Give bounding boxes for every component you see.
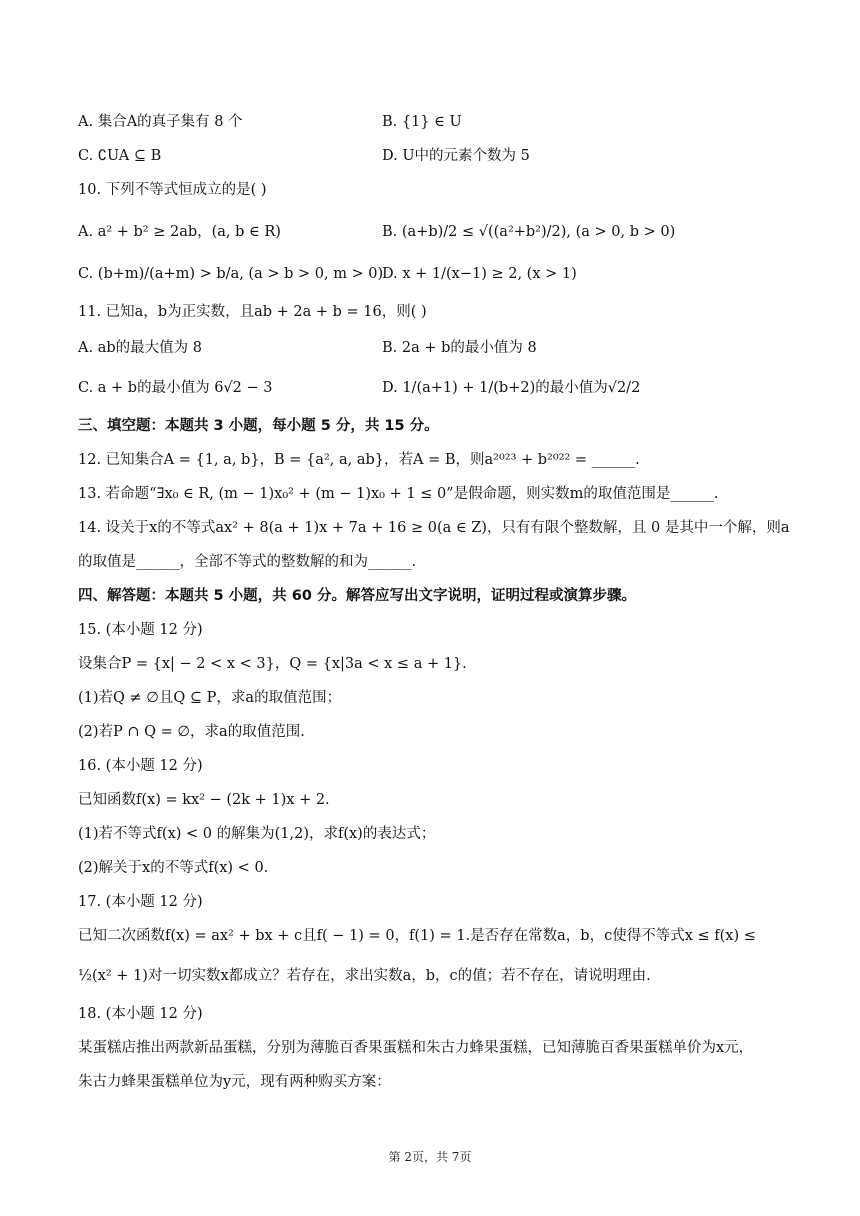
question-11: 11. 已知a，b为正实数，且ab + 2a + b = 16，则( ) [78, 304, 427, 320]
section-3-heading: 三、填空题：本题共 3 小题，每小题 5 分，共 15 分。 [78, 418, 439, 434]
question-15-stem: 设集合P = {x| − 2 < x < 3}，Q = {x|3a < x ≤ a + 1}. [78, 656, 467, 672]
option-11b: B. 2a + b的最小值为 8 [382, 340, 537, 356]
question-14: 14. 设关于x的不等式ax² + 8(a + 1)x + 7a + 16 ≥ 0(a ∈ Z)，只有有限个整数解，且 0 是其中一个解，则a [78, 520, 790, 536]
question-16-part2: (2)解关于x的不等式f(x) < 0. [78, 860, 269, 876]
option-11a: A. ab的最大值为 8 [78, 340, 202, 356]
option-9a: A. 集合A的真子集有 8 个 [78, 114, 243, 130]
question-16-stem: 已知函数f(x) = kx² − (2k + 1)x + 2. [78, 792, 330, 808]
question-17-stem-cont: ½(x² + 1)对一切实数x都成立？若存在，求出实数a，b，c的值；若不存在，请说明理由. [78, 968, 651, 984]
option-10d: D. x + 1/(x−1) ≥ 2, (x > 1) [382, 266, 577, 282]
question-15-part1: (1)若Q ≠ ∅且Q ⊆ P，求a的取值范围； [78, 690, 342, 706]
section-4-heading: 四、解答题：本题共 5 小题，共 60 分。解答应写出文字说明，证明过程或演算步骤。 [78, 588, 636, 604]
option-10b: B. (a+b)/2 ≤ √((a²+b²)/2), (a > 0, b > 0) [382, 224, 676, 240]
option-10c: C. (b+m)/(a+m) > b/a, (a > b > 0, m > 0) [78, 266, 384, 282]
option-9b: B. {1} ∈ U [382, 114, 462, 130]
question-16-header: 16. (本小题 12 分) [78, 758, 203, 774]
option-10a: A. a² + b² ≥ 2ab，(a, b ∈ R) [78, 224, 281, 240]
question-18-header: 18. (本小题 12 分) [78, 1006, 203, 1022]
question-15-part2: (2)若P ∩ Q = ∅，求a的取值范围. [78, 724, 305, 740]
question-17-header: 17. (本小题 12 分) [78, 894, 203, 910]
page-footer: 第 2页，共 7页 [388, 1150, 472, 1164]
question-10: 10. 下列不等式恒成立的是( ) [78, 182, 267, 198]
question-15-header: 15. (本小题 12 分) [78, 622, 203, 638]
question-14-cont: 的取值是______，全部不等式的整数解的和为______. [78, 554, 417, 570]
question-16-part1: (1)若不等式f(x) < 0 的解集为(1,2)，求f(x)的表达式； [78, 826, 436, 842]
option-11d: D. 1/(a+1) + 1/(b+2)的最小值为√2/2 [382, 380, 641, 396]
question-12: 12. 已知集合A = {1, a, b}，B = {a², a, ab}，若A = B，则a²⁰²³ + b²⁰²² = ______. [78, 452, 640, 468]
option-9d: D. U中的元素个数为 5 [382, 148, 530, 164]
question-18-stem: 某蛋糕店推出两款新品蛋糕，分别为薄脆百香果蛋糕和朱古力蜂果蛋糕，已知薄脆百香果蛋糕单价为x元， [78, 1040, 754, 1056]
option-9c: C. ∁UA ⊆ B [78, 148, 162, 164]
option-11c: C. a + b的最小值为 6√2 − 3 [78, 380, 273, 396]
question-18-stem-cont: 朱古力蜂果蛋糕单位为y元，现有两种购买方案： [78, 1074, 391, 1090]
question-17-stem: 已知二次函数f(x) = ax² + bx + c且f( − 1) = 0，f(1) = 1.是否存在常数a，b，c使得不等式x ≤ f(x) ≤ [78, 928, 756, 944]
question-13: 13. 若命题“∃x₀ ∈ R, (m − 1)x₀² + (m − 1)x₀ + 1 ≤ 0”是假命题，则实数m的取值范围是______. [78, 486, 719, 502]
